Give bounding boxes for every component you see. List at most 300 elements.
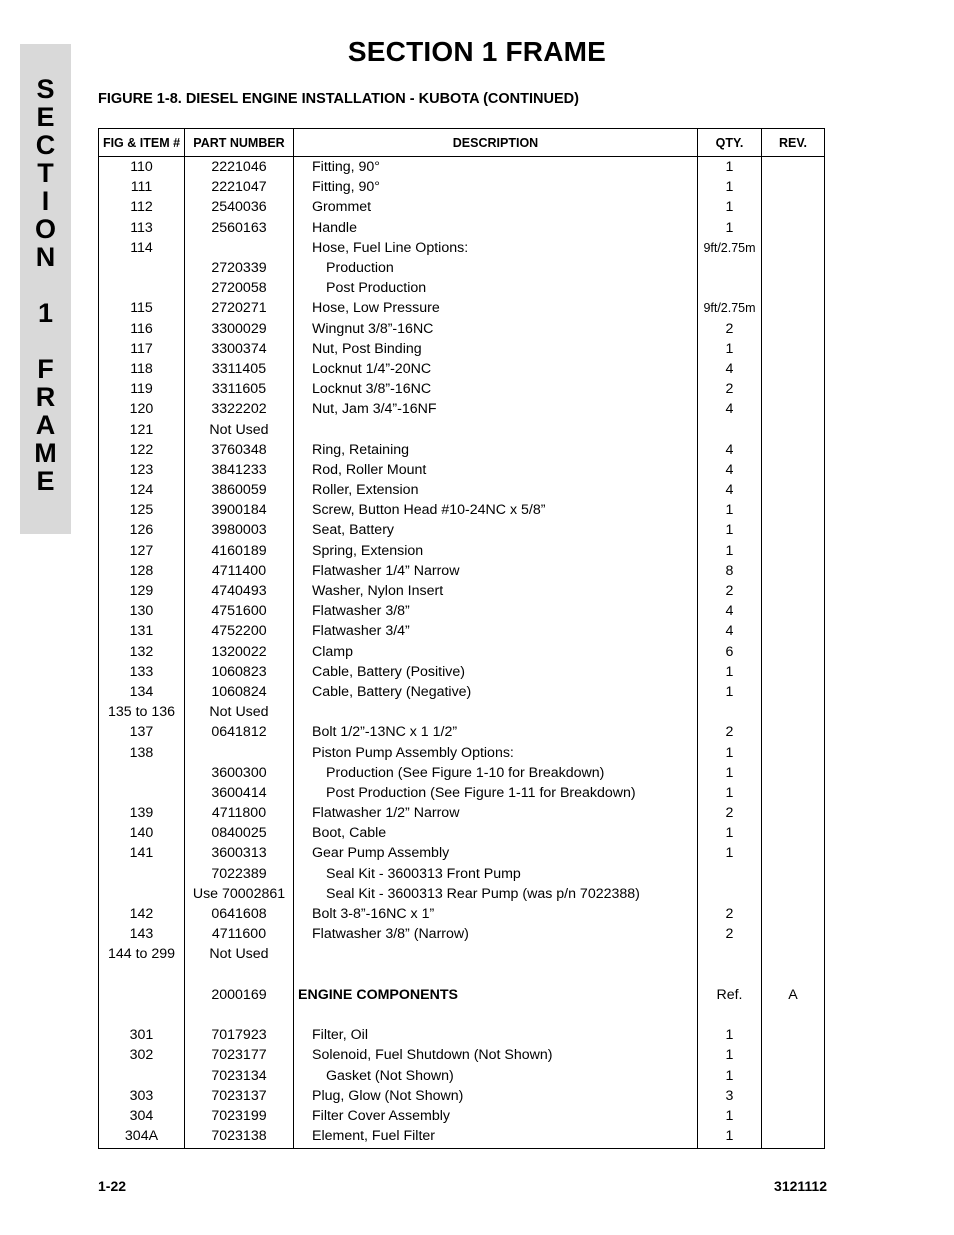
part-number-cell: 3841233 <box>185 460 294 480</box>
qty-cell: 2 <box>698 803 762 823</box>
description-cell: Hose, Low Pressure <box>294 298 698 318</box>
item-cell: 112 <box>99 197 185 217</box>
rev-cell <box>762 520 825 540</box>
rev-cell <box>762 722 825 742</box>
table-row <box>99 419 825 439</box>
rev-cell <box>762 218 825 238</box>
table-row <box>99 440 825 460</box>
description-cell: Flatwasher 1/4” Narrow <box>294 561 698 581</box>
description-cell: Seat, Battery <box>294 520 698 540</box>
qty-cell: Ref. <box>698 985 762 1005</box>
part-number-cell: 3322202 <box>185 399 294 419</box>
table-row <box>99 1086 825 1106</box>
description-cell <box>294 965 698 985</box>
item-cell: 141 <box>99 843 185 863</box>
table-row <box>99 884 825 904</box>
description-cell: Locknut 1/4”-20NC <box>294 359 698 379</box>
item-cell: 144 to 299 <box>99 944 185 964</box>
part-number-cell <box>185 1005 294 1025</box>
part-number-cell: 2720339 <box>185 258 294 278</box>
part-number-cell: 1060824 <box>185 682 294 702</box>
item-cell: 301 <box>99 1025 185 1045</box>
item-cell: 125 <box>99 500 185 520</box>
qty-cell: 1 <box>698 177 762 197</box>
description-cell: Production <box>294 258 698 278</box>
qty-cell: 1 <box>698 1126 762 1149</box>
qty-cell: 9ft/2.75m <box>698 298 762 318</box>
item-cell <box>99 1065 185 1085</box>
side-tab-letter: E <box>36 102 55 132</box>
qty-cell: 2 <box>698 581 762 601</box>
description-cell: Nut, Jam 3/4”-16NF <box>294 399 698 419</box>
side-tab-letter: O <box>34 214 56 244</box>
item-cell: 118 <box>99 359 185 379</box>
table-row <box>99 319 825 339</box>
qty-cell: 2 <box>698 379 762 399</box>
description-cell: Filter, Oil <box>294 1025 698 1045</box>
rev-cell <box>762 682 825 702</box>
part-number-cell: 2000169 <box>185 985 294 1005</box>
qty-cell: 8 <box>698 561 762 581</box>
rev-cell <box>762 1086 825 1106</box>
qty-cell: 1 <box>698 157 762 178</box>
table-row <box>99 1126 825 1149</box>
rev-cell <box>762 763 825 783</box>
description-cell: Post Production (See Figure 1-11 for Breakdown) <box>294 783 698 803</box>
qty-cell: 1 <box>698 1045 762 1065</box>
figure-title: FIGURE 1-8. DIESEL ENGINE INSTALLATION - KUBOTA (CONTINUED) <box>98 91 579 107</box>
table-row <box>99 722 825 742</box>
qty-cell <box>698 944 762 964</box>
part-number-cell: 7017923 <box>185 1025 294 1045</box>
part-number-cell: 3311405 <box>185 359 294 379</box>
side-tab-letter: R <box>35 382 56 412</box>
qty-cell: 2 <box>698 904 762 924</box>
part-number-cell <box>185 965 294 985</box>
description-cell: Plug, Glow (Not Shown) <box>294 1086 698 1106</box>
rev-cell <box>762 1045 825 1065</box>
side-tab-letter: T <box>37 158 54 188</box>
rev-cell <box>762 339 825 359</box>
parts-table-body <box>99 157 825 1149</box>
description-cell: Spring, Extension <box>294 541 698 561</box>
description-cell: Grommet <box>294 197 698 217</box>
table-row <box>99 843 825 863</box>
table-row <box>99 339 825 359</box>
part-number-cell: 0641812 <box>185 722 294 742</box>
side-tab-letter: S <box>36 74 55 104</box>
rev-cell <box>762 319 825 339</box>
table-row <box>99 742 825 762</box>
part-number-cell: 3300029 <box>185 319 294 339</box>
table-header-row <box>99 129 825 157</box>
table-row <box>99 177 825 197</box>
parts-table <box>98 128 825 1149</box>
part-number-cell: 4740493 <box>185 581 294 601</box>
qty-cell: 1 <box>698 197 762 217</box>
item-cell: 132 <box>99 642 185 662</box>
description-cell: Screw, Button Head #10-24NC x 5/8” <box>294 500 698 520</box>
item-cell: 137 <box>99 722 185 742</box>
rev-cell <box>762 601 825 621</box>
rev-cell <box>762 1106 825 1126</box>
qty-cell: 4 <box>698 359 762 379</box>
item-cell <box>99 985 185 1005</box>
table-row <box>99 460 825 480</box>
description-cell: Fitting, 90° <box>294 157 698 178</box>
table-row <box>99 924 825 944</box>
rev-cell <box>762 460 825 480</box>
description-cell: Bolt 3-8”-16NC x 1” <box>294 904 698 924</box>
table-row <box>99 480 825 500</box>
rev-cell <box>762 541 825 561</box>
rev-cell <box>762 500 825 520</box>
description-cell: Gear Pump Assembly <box>294 843 698 863</box>
item-cell: 111 <box>99 177 185 197</box>
item-cell: 114 <box>99 238 185 258</box>
part-number-cell: 3600414 <box>185 783 294 803</box>
item-cell: 304A <box>99 1126 185 1149</box>
description-cell: Flatwasher 3/4” <box>294 621 698 641</box>
description-cell: Roller, Extension <box>294 480 698 500</box>
part-number-cell: 0641608 <box>185 904 294 924</box>
part-number-cell: Not Used <box>185 702 294 722</box>
description-cell: Gasket (Not Shown) <box>294 1065 698 1085</box>
item-cell: 115 <box>99 298 185 318</box>
side-tab-letter: N <box>35 242 56 272</box>
item-cell <box>99 763 185 783</box>
item-cell: 126 <box>99 520 185 540</box>
item-cell <box>99 1005 185 1025</box>
rev-cell <box>762 803 825 823</box>
qty-cell: 1 <box>698 1106 762 1126</box>
table-row <box>99 621 825 641</box>
table-row <box>99 662 825 682</box>
item-cell: 116 <box>99 319 185 339</box>
description-cell: Locknut 3/8”-16NC <box>294 379 698 399</box>
part-number-cell: 3760348 <box>185 440 294 460</box>
part-number-cell: 7022389 <box>185 864 294 884</box>
qty-cell: 1 <box>698 742 762 762</box>
header-description: DESCRIPTION <box>294 129 698 157</box>
section-side-tab <box>20 44 71 534</box>
rev-cell <box>762 662 825 682</box>
item-cell <box>99 783 185 803</box>
qty-cell: 1 <box>698 783 762 803</box>
part-number-cell: 3600300 <box>185 763 294 783</box>
rev-cell <box>762 278 825 298</box>
qty-cell: 1 <box>698 763 762 783</box>
item-cell: 127 <box>99 541 185 561</box>
description-cell: Flatwasher 3/8” (Narrow) <box>294 924 698 944</box>
qty-cell: 1 <box>698 1025 762 1045</box>
part-number-cell: 2720058 <box>185 278 294 298</box>
description-cell: Clamp <box>294 642 698 662</box>
rev-cell <box>762 884 825 904</box>
qty-cell <box>698 884 762 904</box>
item-cell: 110 <box>99 157 185 178</box>
rev-cell <box>762 440 825 460</box>
qty-cell: 2 <box>698 924 762 944</box>
part-number-cell: 0840025 <box>185 823 294 843</box>
table-row <box>99 1025 825 1045</box>
item-cell: 130 <box>99 601 185 621</box>
rev-cell <box>762 1126 825 1149</box>
item-cell: 122 <box>99 440 185 460</box>
qty-cell: 1 <box>698 662 762 682</box>
table-row <box>99 157 825 178</box>
part-number-cell: 2221046 <box>185 157 294 178</box>
item-cell: 123 <box>99 460 185 480</box>
qty-cell: 1 <box>698 339 762 359</box>
qty-cell: 4 <box>698 399 762 419</box>
item-cell: 124 <box>99 480 185 500</box>
part-number-cell: 4711800 <box>185 803 294 823</box>
table-row <box>99 864 825 884</box>
table-row <box>99 1005 825 1025</box>
item-cell: 143 <box>99 924 185 944</box>
table-row <box>99 520 825 540</box>
qty-cell: 6 <box>698 642 762 662</box>
item-cell <box>99 864 185 884</box>
part-number-cell: 1060823 <box>185 662 294 682</box>
item-cell: 133 <box>99 662 185 682</box>
part-number-cell: Not Used <box>185 419 294 439</box>
description-cell: Bolt 1/2”-13NC x 1 1/2” <box>294 722 698 742</box>
part-number-cell: Not Used <box>185 944 294 964</box>
item-cell: 140 <box>99 823 185 843</box>
part-number-cell: 4751600 <box>185 601 294 621</box>
qty-cell: 1 <box>698 1065 762 1085</box>
description-cell: Hose, Fuel Line Options: <box>294 238 698 258</box>
item-cell: 304 <box>99 1106 185 1126</box>
table-row <box>99 682 825 702</box>
rev-cell <box>762 581 825 601</box>
part-number-cell: 7023138 <box>185 1126 294 1149</box>
qty-cell: 4 <box>698 601 762 621</box>
description-cell: Post Production <box>294 278 698 298</box>
item-cell: 302 <box>99 1045 185 1065</box>
qty-cell <box>698 419 762 439</box>
item-cell <box>99 258 185 278</box>
table-row <box>99 985 825 1005</box>
rev-cell <box>762 258 825 278</box>
rev-cell <box>762 1065 825 1085</box>
item-cell: 303 <box>99 1086 185 1106</box>
qty-cell: 1 <box>698 500 762 520</box>
part-number-cell: 2540036 <box>185 197 294 217</box>
part-number-cell: 2720271 <box>185 298 294 318</box>
description-cell: Seal Kit - 3600313 Front Pump <box>294 864 698 884</box>
qty-cell: 1 <box>698 823 762 843</box>
rev-cell: A <box>762 985 825 1005</box>
description-cell: Filter Cover Assembly <box>294 1106 698 1126</box>
rev-cell <box>762 965 825 985</box>
item-cell: 120 <box>99 399 185 419</box>
part-number-cell: 2560163 <box>185 218 294 238</box>
side-tab-letter: E <box>36 466 55 496</box>
side-tab-letter <box>20 327 71 355</box>
description-cell: Element, Fuel Filter <box>294 1126 698 1149</box>
description-cell <box>294 1005 698 1025</box>
qty-cell: 4 <box>698 480 762 500</box>
description-cell: Seal Kit - 3600313 Rear Pump (was p/n 7022388) <box>294 884 698 904</box>
description-cell: ENGINE COMPONENTS <box>294 985 698 1005</box>
side-tab-letter: F <box>37 354 54 384</box>
rev-cell <box>762 642 825 662</box>
table-row <box>99 702 825 722</box>
description-cell: Cable, Battery (Negative) <box>294 682 698 702</box>
table-row <box>99 803 825 823</box>
part-number-cell: 2221047 <box>185 177 294 197</box>
part-number-cell: 3860059 <box>185 480 294 500</box>
rev-cell <box>762 843 825 863</box>
qty-cell <box>698 258 762 278</box>
item-cell: 138 <box>99 742 185 762</box>
description-cell: Nut, Post Binding <box>294 339 698 359</box>
table-row <box>99 500 825 520</box>
part-number-cell: 3600313 <box>185 843 294 863</box>
qty-cell: 2 <box>698 722 762 742</box>
item-cell <box>99 278 185 298</box>
page-number: 1-22 <box>98 1178 127 1194</box>
side-tab-letter: M <box>34 438 57 468</box>
part-number-cell: 4160189 <box>185 541 294 561</box>
table-row <box>99 1106 825 1126</box>
side-tab-letter: I <box>41 186 50 216</box>
rev-cell <box>762 480 825 500</box>
rev-cell <box>762 359 825 379</box>
side-tab-letter: C <box>35 130 56 160</box>
side-tab-letters <box>20 75 71 495</box>
rev-cell <box>762 197 825 217</box>
header-qty: QTY. <box>698 129 762 157</box>
rev-cell <box>762 904 825 924</box>
table-row <box>99 399 825 419</box>
table-row <box>99 1065 825 1085</box>
item-cell <box>99 884 185 904</box>
description-cell <box>294 419 698 439</box>
qty-cell: 1 <box>698 520 762 540</box>
table-row <box>99 642 825 662</box>
qty-cell <box>698 1005 762 1025</box>
description-cell: Solenoid, Fuel Shutdown (Not Shown) <box>294 1045 698 1065</box>
description-cell: Rod, Roller Mount <box>294 460 698 480</box>
item-cell: 135 to 136 <box>99 702 185 722</box>
qty-cell <box>698 278 762 298</box>
table-row <box>99 965 825 985</box>
table-row <box>99 541 825 561</box>
description-cell <box>294 702 698 722</box>
part-number-cell: 3980003 <box>185 520 294 540</box>
header-part-number: PART NUMBER <box>185 129 294 157</box>
qty-cell: 1 <box>698 843 762 863</box>
item-cell: 119 <box>99 379 185 399</box>
part-number-cell: 3900184 <box>185 500 294 520</box>
description-cell: Flatwasher 3/8” <box>294 601 698 621</box>
table-row <box>99 238 825 258</box>
rev-cell <box>762 238 825 258</box>
description-cell: Fitting, 90° <box>294 177 698 197</box>
rev-cell <box>762 621 825 641</box>
rev-cell <box>762 823 825 843</box>
rev-cell <box>762 924 825 944</box>
table-row <box>99 278 825 298</box>
rev-cell <box>762 1025 825 1045</box>
document-number: 3121112 <box>774 1178 827 1194</box>
item-cell: 128 <box>99 561 185 581</box>
table-row <box>99 258 825 278</box>
qty-cell: 2 <box>698 319 762 339</box>
description-cell: Boot, Cable <box>294 823 698 843</box>
table-row <box>99 601 825 621</box>
part-number-cell: 4711400 <box>185 561 294 581</box>
table-row <box>99 581 825 601</box>
table-row <box>99 197 825 217</box>
item-cell: 117 <box>99 339 185 359</box>
item-cell: 139 <box>99 803 185 823</box>
qty-cell: 9ft/2.75m <box>698 238 762 258</box>
header-item: FIG & ITEM # <box>99 129 185 157</box>
part-number-cell: 7023199 <box>185 1106 294 1126</box>
part-number-cell: 1320022 <box>185 642 294 662</box>
description-cell: Piston Pump Assembly Options: <box>294 742 698 762</box>
part-number-cell: 7023177 <box>185 1045 294 1065</box>
table-row <box>99 763 825 783</box>
qty-cell <box>698 702 762 722</box>
table-row <box>99 1045 825 1065</box>
side-tab-letter: A <box>35 410 56 440</box>
description-cell <box>294 944 698 964</box>
item-cell: 134 <box>99 682 185 702</box>
rev-cell <box>762 783 825 803</box>
qty-cell: 4 <box>698 621 762 641</box>
item-cell: 129 <box>99 581 185 601</box>
table-row <box>99 783 825 803</box>
rev-cell <box>762 379 825 399</box>
description-cell: Cable, Battery (Positive) <box>294 662 698 682</box>
qty-cell: 1 <box>698 218 762 238</box>
rev-cell <box>762 742 825 762</box>
table-row <box>99 379 825 399</box>
table-row <box>99 561 825 581</box>
description-cell: Wingnut 3/8”-16NC <box>294 319 698 339</box>
part-number-cell <box>185 238 294 258</box>
table-row <box>99 218 825 238</box>
qty-cell: 1 <box>698 541 762 561</box>
rev-cell <box>762 561 825 581</box>
rev-cell <box>762 702 825 722</box>
description-cell: Handle <box>294 218 698 238</box>
item-cell: 142 <box>99 904 185 924</box>
rev-cell <box>762 298 825 318</box>
description-cell: Flatwasher 1/2” Narrow <box>294 803 698 823</box>
part-number-cell: 3311605 <box>185 379 294 399</box>
rev-cell <box>762 419 825 439</box>
side-tab-letter <box>20 271 71 299</box>
rev-cell <box>762 1005 825 1025</box>
description-cell: Washer, Nylon Insert <box>294 581 698 601</box>
table-row <box>99 359 825 379</box>
part-number-cell: 3300374 <box>185 339 294 359</box>
table-row <box>99 298 825 318</box>
part-number-cell: Use 70002861 <box>185 884 294 904</box>
part-number-cell: 4752200 <box>185 621 294 641</box>
rev-cell <box>762 864 825 884</box>
part-number-cell <box>185 742 294 762</box>
item-cell <box>99 965 185 985</box>
qty-cell: 1 <box>698 682 762 702</box>
